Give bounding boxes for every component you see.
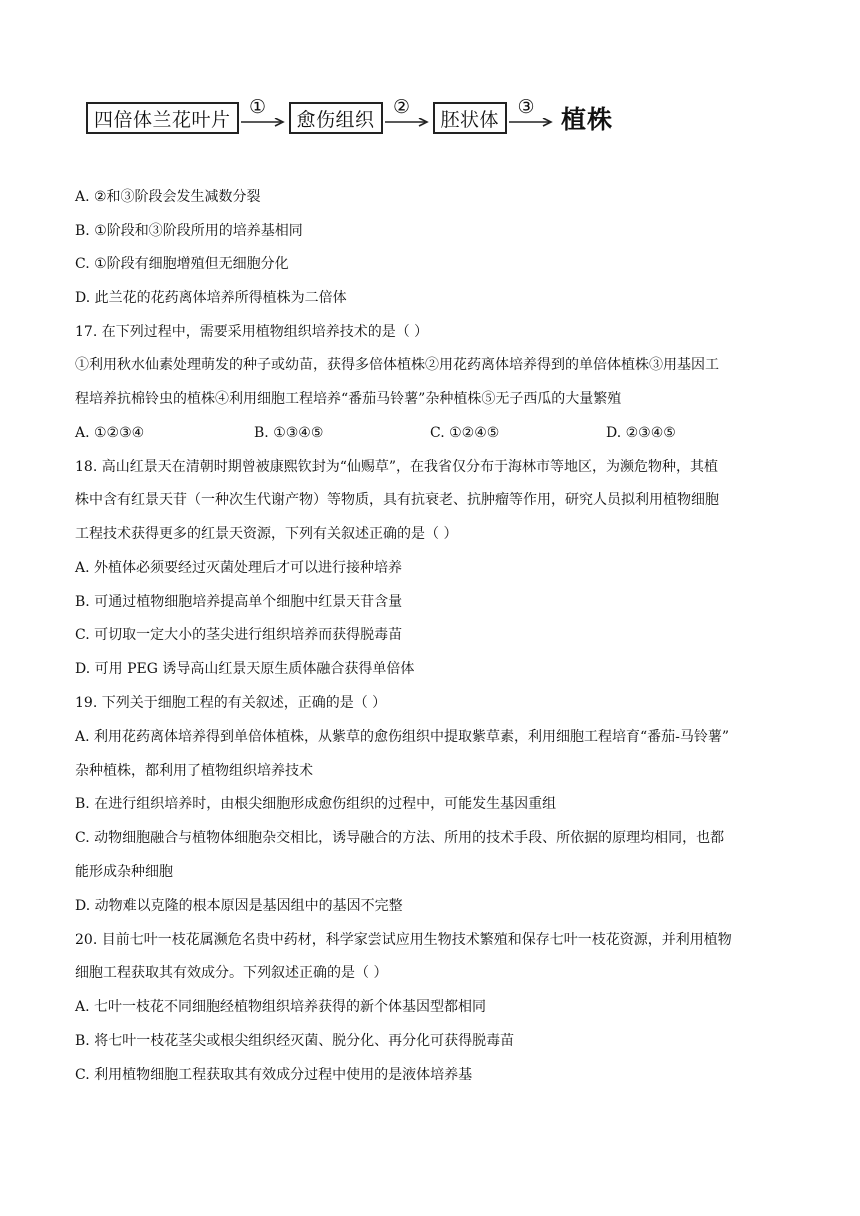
- diagram-end-plant: 植株: [561, 105, 614, 134]
- diagram-arrow-1: [239, 96, 289, 140]
- q18-stem-line2: 株中含有红景天苷（一种次生代谢产物）等物质，具有抗衰老、抗肿瘤等作用，研究人员拟利用植物细胞: [75, 492, 719, 508]
- arrow-icon: [239, 118, 289, 132]
- q17-text-line2: 程培养抗棉铃虫的植株④利用细胞工程培养“番茄马铃薯”杂种植株⑤无子西瓜的大量繁殖: [75, 391, 622, 407]
- diagram-arrow-3: [507, 96, 557, 140]
- step-label-2: ②: [393, 96, 411, 118]
- q17-option-c: C. ①②④⑤: [430, 425, 500, 441]
- q18-option-d: D. 可用 PEG 诱导高山红景天原生质体融合获得单倍体: [75, 661, 415, 677]
- q16-option-b: B. ①阶段和③阶段所用的培养基相同: [75, 223, 303, 239]
- q18-option-a: A. 外植体必须要经过灭菌处理后才可以进行接种培养: [75, 560, 403, 576]
- q17-option-b: B. ①③④⑤: [254, 425, 324, 441]
- step-label-1: ①: [248, 96, 267, 118]
- q16-option-d: D. 此兰花的花药离体培养所得植株为二倍体: [75, 290, 347, 306]
- q18-stem-line1: 18. 高山红景天在清朝时期曾被康熙钦封为“仙赐草”，在我省仅分布于海林市等地区，为濒危物种，其植: [75, 459, 719, 475]
- q19-option-c-line2: 能形成杂种细胞: [75, 864, 173, 880]
- q19-option-a-line1: A. 利用花药离体培养得到单倍体植株，从紫草的愈伤组织中提取紫草素，利用细胞工程培育“番茄-马铃薯”: [75, 729, 730, 745]
- diagram-arrow-2: [383, 96, 433, 140]
- q20-option-b: B. 将七叶一枝花茎尖或根尖组织经灭菌、脱分化、再分化可获得脱毒苗: [75, 1033, 515, 1049]
- q17-option-a: A. ①②③④: [75, 425, 145, 441]
- diagram-box-callus: 愈伤组织: [289, 102, 383, 134]
- q18-option-c: C. 可切取一定大小的茎尖进行组织培养而获得脱毒苗: [75, 627, 403, 643]
- q16-option-a: A. ②和③阶段会发生减数分裂: [75, 189, 261, 205]
- q20-option-a: A. 七叶一枝花不同细胞经植物组织培养获得的新个体基因型都相同: [75, 999, 487, 1015]
- q17-text-line1: ①利用秋水仙素处理萌发的种子或幼苗，获得多倍体植株②用花药离体培养得到的单倍体植株③用基因工: [75, 357, 719, 373]
- q19-option-b: B. 在进行组织培养时，由根尖细胞形成愈伤组织的过程中，可能发生基因重组: [75, 796, 557, 812]
- step-label-3: ③: [517, 96, 535, 118]
- q19-option-a-line2: 杂种植株，都利用了植物组织培养技术: [75, 763, 313, 779]
- q19-stem: 19. 下列关于细胞工程的有关叙述，正确的是（ ）: [75, 695, 387, 711]
- q20-stem-line2: 细胞工程获取其有效成分。下列叙述正确的是（ ）: [75, 965, 388, 981]
- q18-stem-line3: 工程技术获得更多的红景天资源，下列有关叙述正确的是（ ）: [75, 526, 458, 542]
- q19-option-d: D. 动物难以克隆的根本原因是基因组中的基因不完整: [75, 898, 403, 914]
- q17-stem: 17. 在下列过程中，需要采用植物组织培养技术的是（ ）: [75, 324, 429, 340]
- q16-option-c: C. ①阶段有细胞增殖但无细胞分化: [75, 256, 289, 272]
- q20-option-c: C. 利用植物细胞工程获取其有效成分过程中使用的是液体培养基: [75, 1067, 473, 1083]
- arrow-icon: [507, 118, 557, 132]
- arrow-icon: [383, 118, 433, 132]
- q17-option-d: D. ②③④⑤: [606, 425, 676, 441]
- diagram-box-leaf: 四倍体兰花叶片: [86, 102, 239, 134]
- process-flow-diagram: [86, 96, 613, 140]
- q20-stem-line1: 20. 目前七叶一枝花属濒危名贵中药材，科学家尝试应用生物技术繁殖和保存七叶一枝花资源，并利用植物: [75, 932, 732, 948]
- q19-option-c-line1: C. 动物细胞融合与植物体细胞杂交相比，诱导融合的方法、所用的技术手段、所依据的原理均相同，也都: [75, 830, 725, 846]
- diagram-box-embryoid: 胚状体: [433, 102, 508, 134]
- q18-option-b: B. 可通过植物细胞培养提高单个细胞中红景天苷含量: [75, 594, 403, 610]
